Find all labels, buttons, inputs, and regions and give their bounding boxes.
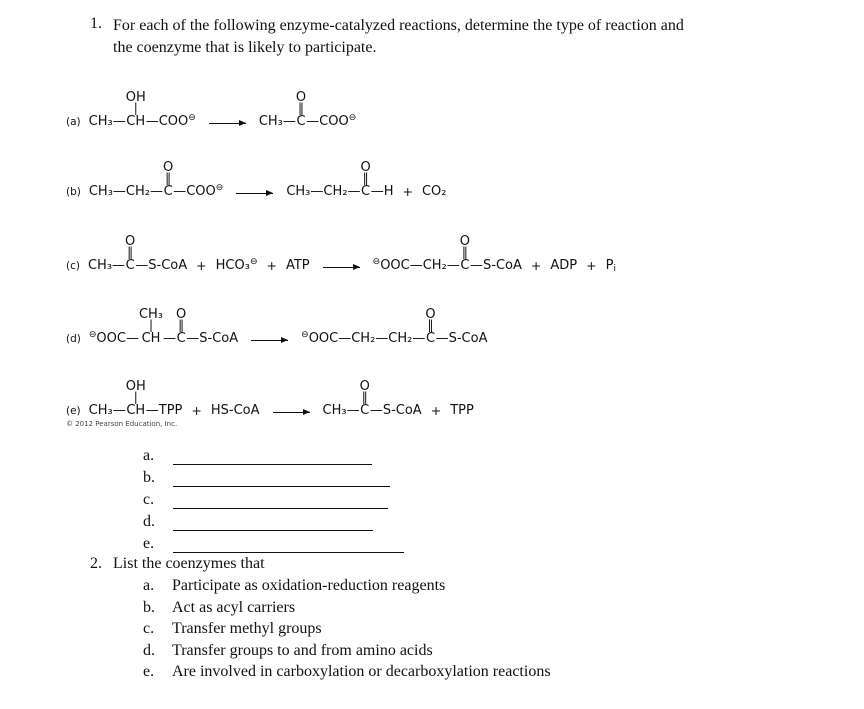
base-atom: C	[176, 331, 186, 346]
base-atom: C	[460, 258, 470, 273]
item-text: Act as acyl carriers	[172, 599, 296, 616]
formula-text: —COO⊖	[145, 113, 196, 129]
item-text: Transfer methyl groups	[172, 620, 322, 637]
formula-text: TPP	[450, 403, 474, 418]
formula-text: —TPP	[145, 403, 183, 418]
double-bond-icon: ‖	[298, 101, 305, 115]
question-2	[90, 555, 265, 573]
reaction-arrow-icon	[209, 123, 246, 124]
double-bond-icon: ‖	[361, 390, 368, 404]
formula-text: —COO⊖	[173, 183, 224, 199]
answer-blank-line	[173, 468, 390, 487]
formula-text: HS-CoA	[210, 403, 260, 418]
base-atom: CH	[141, 331, 161, 346]
base-atom: C	[360, 403, 370, 418]
reaction-c	[66, 235, 616, 274]
formula-text: HCO₃⊖	[215, 257, 258, 273]
answer-letter: d.	[143, 513, 155, 530]
formula-text: —COO⊖	[306, 113, 357, 129]
answer-blank-line	[173, 446, 372, 465]
substituent-label: O	[176, 307, 187, 322]
double-bond-icon: ‖	[427, 318, 434, 332]
reaction-b-formula	[89, 161, 447, 200]
substituent-label: CH₃	[138, 307, 164, 322]
reaction-arrow-icon	[251, 340, 288, 341]
answer-row-c	[143, 489, 388, 509]
substituent-label: O	[295, 90, 307, 105]
answer-letter: b.	[143, 469, 155, 486]
item-letter: e.	[143, 663, 155, 680]
formula-text: CH₃—CH₂—	[88, 184, 163, 199]
stacked-atom	[139, 308, 163, 347]
reaction-e-label: (e)	[66, 405, 81, 417]
answer-letter: e.	[143, 535, 155, 552]
question-1	[90, 15, 684, 59]
formula-text: CH₃—	[322, 403, 360, 418]
single-bond-icon: |	[133, 101, 138, 115]
answer-row-e	[143, 533, 404, 553]
question-2-item-e	[143, 663, 551, 681]
question-2-item-a	[143, 577, 445, 595]
item-letter: a.	[143, 577, 155, 594]
question-1-text	[113, 15, 684, 59]
stacked-atom	[296, 91, 306, 130]
formula-text: CH₃—	[88, 114, 126, 129]
answer-letter: c.	[143, 491, 155, 508]
base-atom: CH	[126, 114, 146, 129]
reaction-d-label: (d)	[66, 333, 81, 345]
plus-sign: +	[191, 403, 202, 418]
answer-letter: a.	[143, 447, 155, 464]
answer-blank-line	[173, 512, 373, 531]
item-text: Transfer groups to and from amino acids	[172, 642, 433, 659]
double-bond-icon: ‖	[362, 171, 369, 185]
single-bond-icon: |	[133, 390, 138, 404]
formula-text: CH₃—	[87, 258, 126, 273]
answer-blank-line	[173, 534, 404, 553]
reaction-e	[66, 380, 474, 419]
reaction-arrow-icon	[236, 193, 273, 194]
stacked-atom	[360, 380, 370, 419]
formula-text: —S-CoA	[369, 403, 422, 418]
item-letter: d.	[143, 642, 155, 659]
stacked-atom	[176, 308, 186, 347]
item-letter: b.	[143, 599, 155, 616]
plus-sign: +	[430, 403, 442, 418]
formula-text: CH₃—	[88, 403, 126, 418]
formula-text: —S-CoA	[135, 258, 188, 273]
formula-text: ADP	[550, 258, 578, 273]
plus-sign: +	[586, 258, 597, 273]
question-1-number: 1.	[90, 15, 102, 32]
base-atom: CH	[126, 403, 146, 418]
double-bond-icon: ‖	[165, 171, 172, 185]
answer-row-b	[143, 467, 390, 487]
formula-text: Pi	[605, 258, 616, 274]
answer-row-d	[143, 511, 373, 531]
reaction-arrow-icon	[323, 267, 360, 268]
base-atom: C	[296, 114, 306, 129]
stacked-atom	[460, 235, 470, 274]
reaction-arrow-icon	[273, 412, 310, 413]
substituent-label: O	[359, 379, 370, 394]
question-2-item-b	[143, 599, 295, 617]
substituent-label: O	[459, 234, 471, 249]
base-atom: C	[163, 184, 173, 199]
answer-row-a	[143, 445, 372, 465]
formula-text: CH₃—	[258, 114, 296, 129]
double-bond-icon: ‖	[127, 245, 134, 259]
formula-text: —	[163, 331, 177, 346]
item-text: Participate as oxidation-reduction reagents	[172, 577, 446, 594]
copyright-notice: © 2012 Pearson Education, Inc.	[66, 420, 178, 428]
substituent-label: O	[360, 160, 371, 175]
formula-text: —S-CoA	[470, 258, 522, 273]
reaction-b	[66, 161, 447, 200]
question-2-item-d	[143, 642, 433, 660]
reaction-c-formula	[88, 235, 616, 274]
plus-sign: +	[402, 184, 413, 199]
question-2-item-c	[143, 620, 322, 638]
formula-text: —S-CoA	[186, 331, 239, 346]
substituent-label: OH	[125, 90, 146, 105]
formula-text: ATP	[285, 258, 310, 273]
plus-sign: +	[530, 258, 542, 273]
reaction-a	[66, 91, 356, 130]
stacked-atom	[126, 380, 146, 419]
double-bond-icon: ‖	[461, 245, 468, 259]
stacked-atom	[125, 235, 135, 274]
single-bond-icon: |	[148, 318, 154, 332]
reaction-c-label: (c)	[66, 260, 80, 272]
formula-text: CH₃—CH₂—	[286, 184, 361, 199]
stacked-atom	[126, 91, 146, 130]
item-letter: c.	[143, 620, 155, 637]
question-1-line: the coenzyme that is likely to participate.	[113, 39, 377, 56]
reaction-d-formula	[89, 308, 488, 347]
reaction-a-formula	[89, 91, 357, 130]
stacked-atom	[163, 161, 173, 200]
substituent-label: OH	[125, 379, 146, 394]
answer-blank-line	[173, 490, 388, 509]
formula-text: ⊖OOC—	[88, 330, 139, 346]
plus-sign: +	[266, 258, 277, 273]
formula-text: ⊖OOC—CH₂—CH₂—	[301, 330, 426, 346]
question-2-number: 2.	[90, 555, 102, 572]
double-bond-icon: ‖	[178, 318, 185, 332]
item-text: Are involved in carboxylation or decarboxylation reactions	[172, 663, 551, 680]
formula-text: —S-CoA	[435, 331, 488, 346]
formula-text: —H	[370, 184, 394, 199]
stacked-atom	[425, 308, 435, 347]
question-1-line: For each of the following enzyme-catalyzed reactions, determine the type of reaction and	[113, 17, 684, 34]
reaction-d	[66, 308, 487, 347]
substituent-label: O	[163, 160, 174, 175]
base-atom: C	[125, 258, 135, 273]
formula-text: CO₂	[421, 184, 447, 199]
substituent-label: O	[125, 234, 136, 249]
substituent-label: O	[425, 307, 436, 322]
question-2-text: List the coenzymes that	[113, 555, 265, 572]
reaction-e-formula	[89, 380, 474, 419]
reaction-b-label: (b)	[66, 186, 81, 198]
base-atom: C	[361, 184, 371, 199]
stacked-atom	[360, 161, 370, 200]
plus-sign: +	[196, 258, 207, 273]
reaction-a-label: (a)	[66, 116, 81, 128]
base-atom: C	[425, 331, 436, 346]
formula-text: ⊖OOC—CH₂—	[372, 257, 460, 273]
